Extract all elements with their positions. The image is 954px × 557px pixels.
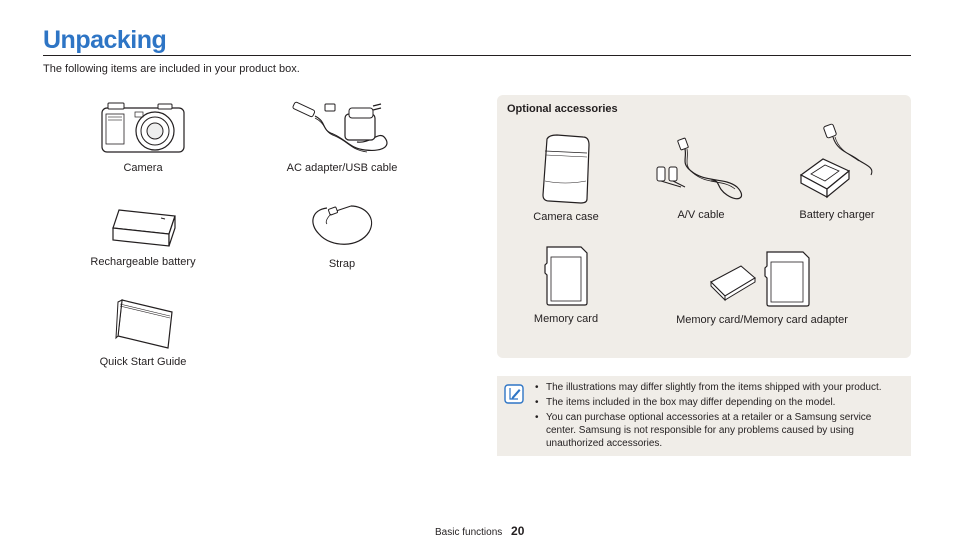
memory-card-adapter-icon xyxy=(707,250,817,308)
battery-charger-icon xyxy=(795,123,879,203)
page-title: Unpacking xyxy=(43,26,167,54)
opt-item-av-cable xyxy=(651,137,751,221)
opt-item-memory-card-adapter xyxy=(670,250,854,326)
opt-item-camera-case xyxy=(516,133,616,223)
item-camera xyxy=(83,100,203,174)
page-footer xyxy=(435,524,524,538)
memory-card-icon xyxy=(543,245,589,307)
note-bullet: • The illustrations may differ slightly from the items shipped with your product. xyxy=(534,381,902,394)
page-number: 20 xyxy=(511,524,525,538)
item-strap xyxy=(282,202,402,270)
footer-section: Basic functions xyxy=(435,527,503,538)
intro-text: The following items are included in your product box. xyxy=(43,63,300,75)
item-label: Quick Start Guide xyxy=(99,356,187,368)
ac-adapter-icon xyxy=(287,100,397,156)
title-divider xyxy=(43,55,911,56)
note-list xyxy=(534,381,902,452)
item-label: Rechargeable battery xyxy=(90,256,196,268)
camera-case-icon xyxy=(539,133,593,205)
item-battery xyxy=(83,206,203,268)
guide-icon xyxy=(108,298,178,350)
item-label: Strap xyxy=(328,258,356,270)
item-label: Memory card xyxy=(533,313,599,325)
item-ac-adapter xyxy=(282,100,402,174)
camera-icon xyxy=(100,100,186,156)
optional-accessories-panel xyxy=(497,95,911,358)
item-label: Battery charger xyxy=(799,209,875,221)
item-label: A/V cable xyxy=(677,209,725,221)
item-label: Camera case xyxy=(533,211,599,223)
note-box xyxy=(497,376,911,456)
strap-icon xyxy=(307,202,377,252)
note-pencil-icon xyxy=(504,384,524,404)
note-bullet: • The items included in the box may differ depending on the model. xyxy=(534,396,902,409)
optional-title: Optional accessories xyxy=(507,103,618,115)
item-label: Memory card/Memory card adapter xyxy=(676,314,848,326)
battery-icon xyxy=(103,206,183,250)
item-guide xyxy=(83,298,203,368)
av-cable-icon xyxy=(651,137,751,203)
note-bullet: • You can purchase optional accessories at a retailer or a Samsung service center. Samsung is not responsible for any problems caused by using unauthorized accessories. xyxy=(534,411,902,450)
item-label: AC adapter/USB cable xyxy=(286,162,398,174)
opt-item-battery-charger xyxy=(785,123,889,221)
opt-item-memory-card xyxy=(516,245,616,325)
item-label: Camera xyxy=(123,162,163,174)
